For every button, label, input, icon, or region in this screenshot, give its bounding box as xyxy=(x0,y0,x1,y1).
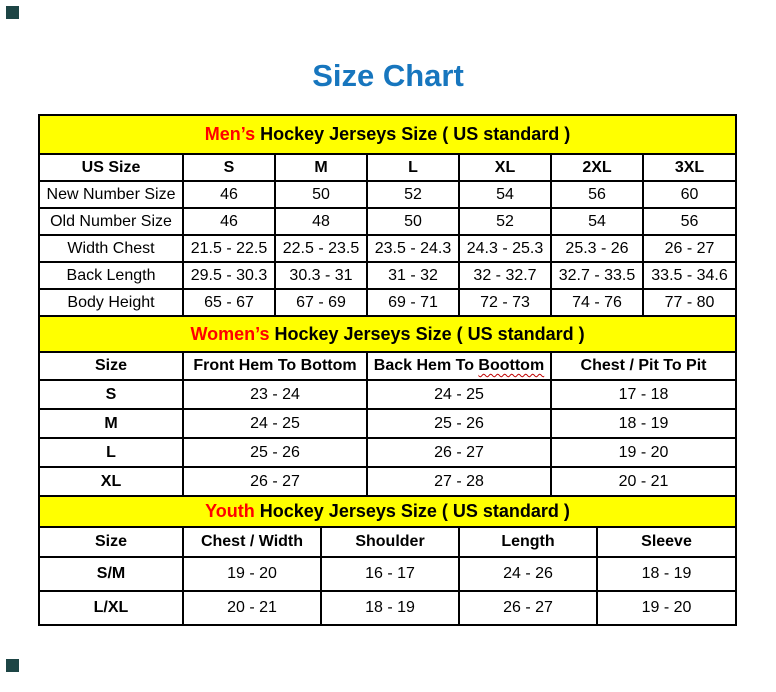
column-header: Front Hem To Bottom xyxy=(183,352,367,380)
size-cell: 19 - 20 xyxy=(551,438,736,467)
page-title: Size Chart xyxy=(312,58,464,93)
size-cell: 54 xyxy=(551,208,643,235)
size-cell: 65 - 67 xyxy=(183,289,275,316)
column-header: S xyxy=(183,154,275,181)
table-row xyxy=(39,262,736,289)
size-cell: 26 - 27 xyxy=(459,591,597,625)
size-cell: 18 - 19 xyxy=(551,409,736,438)
size-cell: 52 xyxy=(367,181,459,208)
column-header: 3XL xyxy=(643,154,736,181)
size-cell: 69 - 71 xyxy=(367,289,459,316)
column-header: Size xyxy=(39,527,183,557)
size-cell: 22.5 - 23.5 xyxy=(275,235,367,262)
column-header: M xyxy=(275,154,367,181)
row-label: Body Height xyxy=(39,289,183,316)
row-label: L/XL xyxy=(39,591,183,625)
size-cell: 30.3 - 31 xyxy=(275,262,367,289)
size-cell: 25 - 26 xyxy=(367,409,551,438)
size-cell: 46 xyxy=(183,208,275,235)
column-header: US Size xyxy=(39,154,183,181)
youth-size-table xyxy=(38,495,737,626)
size-cell: 24 - 25 xyxy=(183,409,367,438)
table-row xyxy=(39,352,736,380)
womens-band-title xyxy=(39,316,736,352)
size-cell: 25 - 26 xyxy=(183,438,367,467)
column-header xyxy=(367,352,551,380)
row-label: Width Chest xyxy=(39,235,183,262)
size-cell: 20 - 21 xyxy=(551,467,736,496)
size-cell: 16 - 17 xyxy=(321,557,459,591)
misspelled-word: Boottom xyxy=(478,357,545,374)
table-row xyxy=(39,380,736,409)
table-row xyxy=(39,235,736,262)
mens-band-rest: Hockey Jerseys Size ( US standard ) xyxy=(255,124,571,144)
row-label: S xyxy=(39,380,183,409)
size-cell: 17 - 18 xyxy=(551,380,736,409)
table-row xyxy=(39,591,736,625)
size-cell: 60 xyxy=(643,181,736,208)
size-cell: 31 - 32 xyxy=(367,262,459,289)
column-header: Size xyxy=(39,352,183,380)
size-cell: 19 - 20 xyxy=(183,557,321,591)
table-row xyxy=(39,181,736,208)
size-cell: 19 - 20 xyxy=(597,591,736,625)
size-cell: 23 - 24 xyxy=(183,380,367,409)
table-row xyxy=(39,154,736,181)
size-cell: 48 xyxy=(275,208,367,235)
row-label: S/M xyxy=(39,557,183,591)
size-cell: 50 xyxy=(367,208,459,235)
youth-band-rest: Hockey Jerseys Size ( US standard ) xyxy=(254,501,570,521)
size-cell: 32.7 - 33.5 xyxy=(551,262,643,289)
size-cell: 46 xyxy=(183,181,275,208)
size-cell: 52 xyxy=(459,208,551,235)
size-cell: 24 - 26 xyxy=(459,557,597,591)
size-cell: 32 - 32.7 xyxy=(459,262,551,289)
size-cell: 67 - 69 xyxy=(275,289,367,316)
size-cell: 21.5 - 22.5 xyxy=(183,235,275,262)
row-label: XL xyxy=(39,467,183,496)
size-cell: 54 xyxy=(459,181,551,208)
row-label: L xyxy=(39,438,183,467)
column-header: Chest / Pit To Pit xyxy=(551,352,736,380)
size-cell: 74 - 76 xyxy=(551,289,643,316)
size-cell: 72 - 73 xyxy=(459,289,551,316)
column-header: Sleeve xyxy=(597,527,736,557)
size-chart-tables xyxy=(38,114,735,626)
size-cell: 27 - 28 xyxy=(367,467,551,496)
womens-band-highlight: Women’s xyxy=(190,323,270,344)
column-header: XL xyxy=(459,154,551,181)
size-cell: 18 - 19 xyxy=(321,591,459,625)
table-row xyxy=(39,557,736,591)
size-cell: 26 - 27 xyxy=(643,235,736,262)
column-header: Shoulder xyxy=(321,527,459,557)
size-cell: 77 - 80 xyxy=(643,289,736,316)
womens-band-rest: Hockey Jerseys Size ( US standard ) xyxy=(269,323,585,344)
size-cell: 56 xyxy=(643,208,736,235)
column-header: Length xyxy=(459,527,597,557)
corner-marker-icon xyxy=(6,6,19,19)
column-header: L xyxy=(367,154,459,181)
table-row xyxy=(39,527,736,557)
table-row xyxy=(39,289,736,316)
size-cell: 26 - 27 xyxy=(367,438,551,467)
size-cell: 24.3 - 25.3 xyxy=(459,235,551,262)
size-cell: 23.5 - 24.3 xyxy=(367,235,459,262)
row-label: M xyxy=(39,409,183,438)
size-cell: 33.5 - 34.6 xyxy=(643,262,736,289)
size-cell: 56 xyxy=(551,181,643,208)
womens-size-table xyxy=(38,315,737,497)
table-row xyxy=(39,208,736,235)
mens-band-highlight: Men’s xyxy=(204,124,256,144)
table-row xyxy=(39,438,736,467)
row-label: New Number Size xyxy=(39,181,183,208)
youth-band-title xyxy=(39,496,736,527)
table-row xyxy=(39,316,736,352)
size-cell: 29.5 - 30.3 xyxy=(183,262,275,289)
size-cell: 50 xyxy=(275,181,367,208)
mens-size-table xyxy=(38,114,737,317)
size-cell: 18 - 19 xyxy=(597,557,736,591)
youth-band-highlight: Youth xyxy=(205,501,255,521)
corner-marker-icon xyxy=(6,659,19,672)
size-cell: 20 - 21 xyxy=(183,591,321,625)
row-label: Old Number Size xyxy=(39,208,183,235)
mens-band-title xyxy=(39,115,736,154)
size-cell: 25.3 - 26 xyxy=(551,235,643,262)
table-row xyxy=(39,409,736,438)
size-cell: 24 - 25 xyxy=(367,380,551,409)
column-header: 2XL xyxy=(551,154,643,181)
table-row xyxy=(39,467,736,496)
column-header: Chest / Width xyxy=(183,527,321,557)
column-header-text: Back Hem To xyxy=(373,357,479,374)
table-row xyxy=(39,496,736,527)
row-label: Back Length xyxy=(39,262,183,289)
size-cell: 26 - 27 xyxy=(183,467,367,496)
table-row xyxy=(39,115,736,154)
